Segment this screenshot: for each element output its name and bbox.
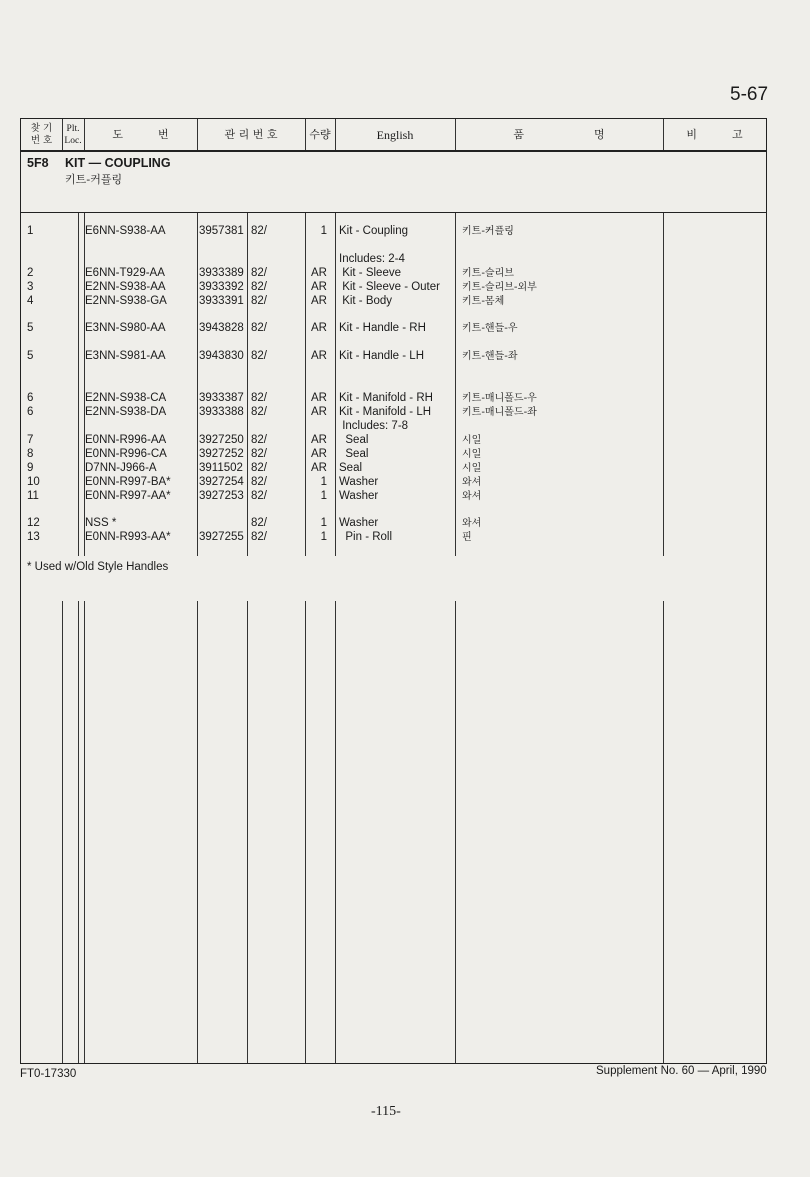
cell-code: 82/ [251,448,267,460]
header-management-no: 관 리 번 호 [224,127,278,141]
bottom-page-number: -115- [371,1104,401,1119]
col-divider [455,213,456,556]
col-divider [663,601,664,1063]
col-divider [335,213,336,556]
cell-english: Includes: 2-4 [339,253,405,265]
col-divider [62,119,63,150]
cell-code: 82/ [251,476,267,488]
cell-mgmt-no: 3933389 [199,267,244,279]
col-divider [335,601,336,1063]
cell-korean: 와셔 [462,491,482,502]
cell-ref: 1 [27,225,34,237]
cell-mgmt-no: 3911502 [199,462,243,474]
cell-mgmt-no: 3927254 [199,476,244,488]
cell-english: Washer [339,517,379,529]
cell-ref: 6 [27,392,34,404]
cell-mgmt-no: 3933387 [199,392,244,404]
col-divider [78,213,79,556]
cell-korean: 키트-슬리브-외부 [462,282,537,293]
cell-ref: 6 [27,406,34,418]
cell-english: Seal [339,434,369,446]
cell-qty: AR [311,322,327,334]
cell-part: E6NN-S938-AA [85,225,166,237]
cell-ref: 5 [27,322,34,334]
col-divider [84,601,85,1063]
cell-code: 82/ [251,350,267,362]
cell-part: E0NN-R997-AA* [85,490,171,502]
col-divider [84,119,85,150]
cell-ref: 11 [27,490,39,502]
col-divider [305,213,306,556]
cell-part: E0NN-R996-CA [85,448,167,460]
cell-english: Washer [339,476,379,488]
header-ref-no: 찾 기 번 호 [30,122,53,146]
cell-korean: 키트-커플링 [462,226,514,237]
cell-ref: 12 [27,517,40,529]
cell-part: E3NN-S981-AA [85,350,166,362]
cell-korean: 와셔 [462,518,482,529]
cell-part: E0NN-R996-AA [85,434,167,446]
cell-qty: AR [311,434,327,446]
cell-code: 82/ [251,295,267,307]
cell-qty: 1 [320,517,327,529]
col-divider [247,213,248,556]
cell-korean: 시일 [462,449,482,460]
cell-part: NSS * [85,517,117,529]
cell-mgmt-no: 3957381 [199,225,244,237]
cell-ref: 7 [27,434,34,446]
cell-mgmt-no: 3927250 [199,434,244,446]
section-title: KIT — COUPLING [65,156,171,170]
cell-code: 82/ [251,406,267,418]
col-divider [78,601,79,1063]
cell-english: Kit - Handle - RH [339,322,426,334]
header-plt-loc: Plt. Loc. [64,123,82,146]
cell-korean: 키트-핸들-좌 [462,351,518,362]
cell-ref: 3 [27,281,34,293]
cell-english: Seal [339,462,363,474]
col-divider [455,119,456,150]
cell-korean: 와셔 [462,477,482,488]
header-part-no: 도 번 [112,127,169,141]
col-divider [197,119,198,150]
cell-qty: AR [311,350,327,362]
cell-code: 82/ [251,517,267,529]
cell-korean: 핀 [462,532,472,543]
cell-part: D7NN-J966-A [85,462,157,474]
footnote: * Used w/Old Style Handles [27,561,169,573]
cell-part: E2NN-S938-CA [85,392,167,404]
cell-english: Includes: 7-8 [339,420,409,432]
cell-part: E3NN-S980-AA [85,322,166,334]
cell-qty: AR [311,392,327,404]
cell-english: Kit - Sleeve [339,267,401,279]
cell-qty: 1 [320,490,327,502]
cell-english: Kit - Sleeve - Outer [339,281,440,293]
cell-english: Kit - Coupling [339,225,409,237]
cell-code: 82/ [251,531,267,543]
cell-qty: AR [311,267,327,279]
col-divider [663,213,664,556]
cell-mgmt-no: 3927253 [199,490,244,502]
cell-code: 82/ [251,490,267,502]
cell-english: Kit - Manifold - LH [339,406,432,418]
cell-qty: AR [311,462,327,474]
cell-part: E0NN-R993-AA* [85,531,171,543]
cell-part: E2NN-S938-GA [85,295,167,307]
cell-code: 82/ [251,392,267,404]
col-divider [197,213,198,556]
cell-qty: 1 [320,476,327,488]
cell-qty: AR [311,448,327,460]
cell-code: 82/ [251,434,267,446]
cell-qty: AR [311,295,327,307]
col-divider [335,119,336,150]
cell-english: Kit - Handle - LH [339,350,425,362]
cell-code: 82/ [251,267,267,279]
col-divider [62,601,63,1063]
cell-qty: AR [311,406,327,418]
cell-mgmt-no: 3927252 [199,448,244,460]
cell-mgmt-no: 3943828 [199,322,244,334]
cell-korean: 시일 [462,435,482,446]
section-divider [21,212,766,213]
header-english: English [376,127,414,142]
cell-ref: 10 [27,476,40,488]
cell-english: Washer [339,490,379,502]
cell-ref: 2 [27,267,34,279]
supplement-note: Supplement No. 60 — April, 1990 [596,1065,767,1077]
cell-english: Pin - Roll [339,531,393,543]
section-title-korean: 키트-커플링 [65,173,123,186]
header-remarks: 비 고 [686,127,743,141]
page-number: 5-67 [730,84,769,105]
cell-korean: 키트-슬리브 [462,268,514,279]
cell-mgmt-no: 3927255 [199,531,244,543]
cell-english: Kit - Body [339,295,393,307]
cell-korean: 시일 [462,463,482,474]
cell-qty: 1 [320,531,327,543]
cell-qty: AR [311,281,327,293]
cell-mgmt-no: 3933391 [199,295,244,307]
header-korean-name: 품 명 [513,127,605,141]
document-code: FT0-17330 [20,1068,77,1080]
cell-part: E6NN-T929-AA [85,267,165,279]
header-divider [21,150,766,152]
col-divider [305,119,306,150]
cell-ref: 9 [27,462,34,474]
cell-ref: 4 [27,295,34,307]
parts-table [20,118,767,1064]
cell-mgmt-no: 3933388 [199,406,244,418]
header-quantity: 수량 [309,127,331,141]
col-divider [84,213,85,556]
col-divider [247,601,248,1063]
cell-code: 82/ [251,322,267,334]
section-code: 5F8 [27,156,49,170]
cell-mgmt-no: 3943830 [199,350,244,362]
col-divider [663,119,664,150]
cell-mgmt-no: 3933392 [199,281,244,293]
cell-qty: 1 [320,225,327,237]
cell-code: 82/ [251,281,267,293]
cell-ref: 5 [27,350,34,362]
cell-ref: 13 [27,531,40,543]
cell-korean: 키트-몸체 [462,296,505,307]
cell-part: E2NN-S938-AA [85,281,166,293]
cell-english: Seal [339,448,369,460]
cell-code: 82/ [251,225,267,237]
cell-korean: 키트-핸들-우 [462,323,518,334]
cell-english: Kit - Manifold - RH [339,392,433,404]
col-divider [305,601,306,1063]
cell-code: 82/ [251,462,267,474]
cell-ref: 8 [27,448,34,460]
cell-korean: 키트-매니폴드-우 [462,393,537,404]
cell-part: E0NN-R997-BA* [85,476,171,488]
col-divider [455,601,456,1063]
col-divider [197,601,198,1063]
cell-korean: 키트-매니폴드-좌 [462,407,537,418]
cell-part: E2NN-S938-DA [85,406,167,418]
